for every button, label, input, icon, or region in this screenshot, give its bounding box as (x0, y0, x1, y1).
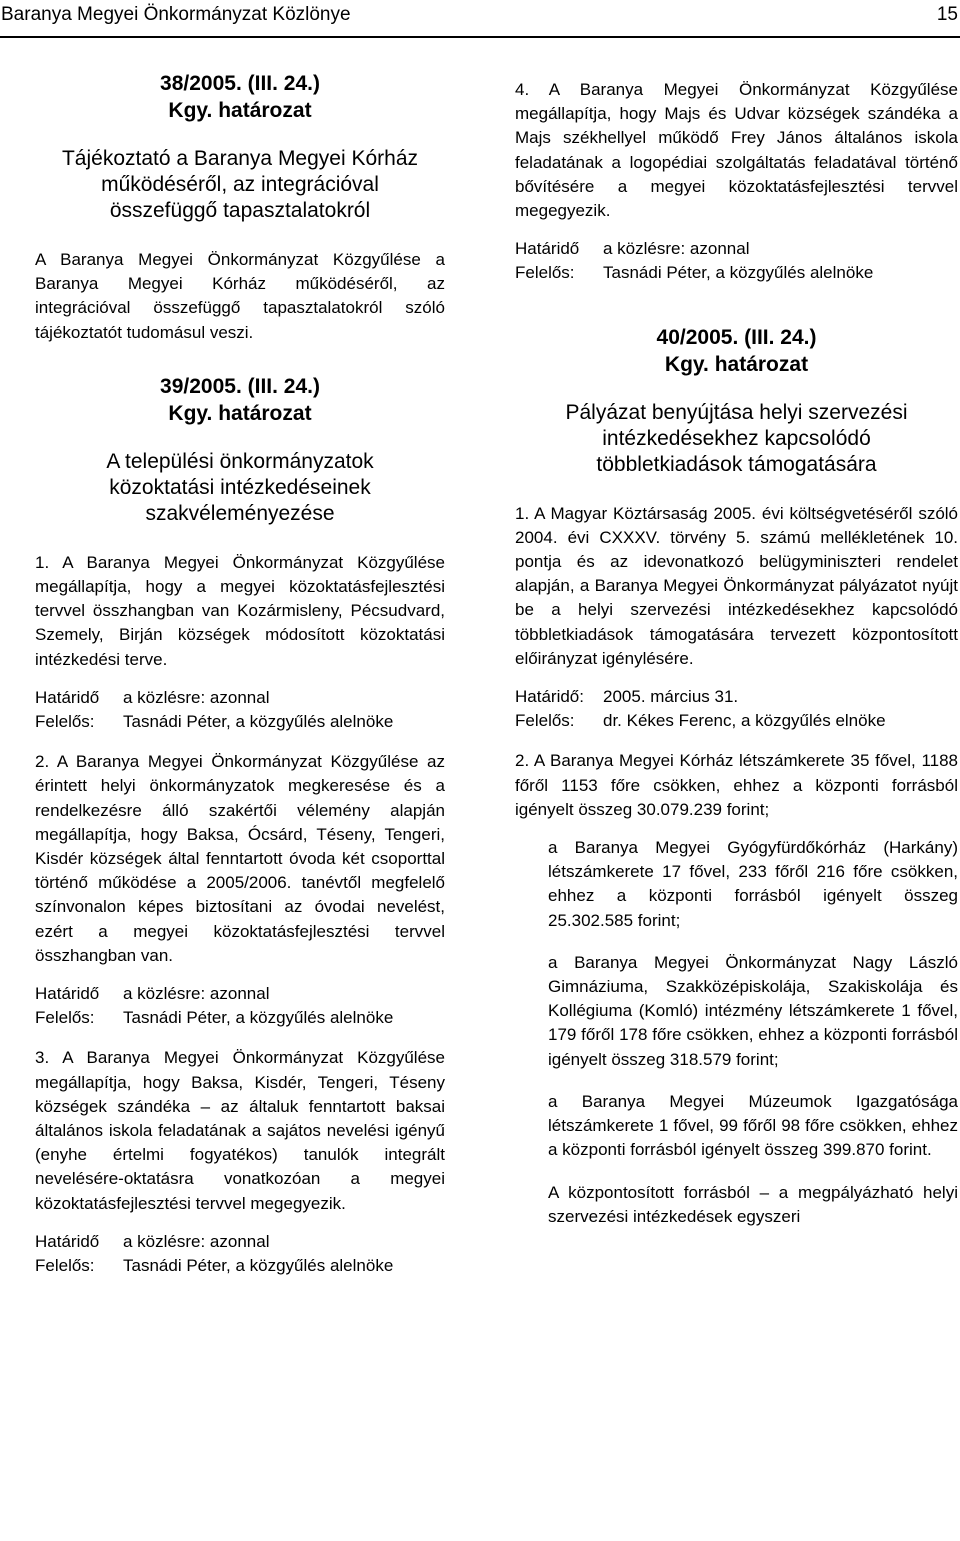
resolution-title-line: Tájékoztató a Baranya Megyei Kórház (61, 147, 419, 170)
deadline-block (35, 982, 445, 1030)
deadline-label: Határidő (35, 984, 100, 1004)
responsible-value: Tasnádi Péter, a közgyűlés alelnöke (123, 712, 394, 732)
resolution-title-line: intézkedésekhez kapcsolódó (602, 426, 871, 450)
item-text: 2. A Baranya Megyei Önkormányzat Közgyűlése az érintett helyi önkormányzatok megkeresése és a rendelkezésre álló szakértői vélemény alapján megállapítja, hogy Baksa, Ócsárd, Téseny, Tengeri, Kisdér községek által fenntartott óvoda két csoporttal történő működése a 2005/2006. tanévtől megfelelő színvonalon képes biztosítani az óvodai nevelést, ezért a megyei közoktatásfejlesztési tervvel összhangban van. (35, 752, 445, 965)
page-number: 15 (936, 4, 958, 25)
institution-paragraph: a Baranya Megyei Gyógyfürdőkórház (Harkány) létszámkerete 17 fővel, 233 főről 216 főre csökken, ehhez a központi forrásból igényelt összeg 25.302.585 forint; (548, 838, 958, 930)
deadline-block (515, 237, 958, 285)
resolution-number: 40/2005. (III. 24.) (656, 325, 817, 349)
resolution-39 (35, 373, 445, 1278)
resolution-title-line: Pályázat benyújtása helyi szervezési (565, 400, 908, 424)
resolution-kind: Kgy. határozat (168, 401, 312, 425)
responsible-value: Tasnádi Péter, a közgyűlés alelnöke (123, 1008, 394, 1028)
right-column (515, 78, 958, 1247)
resolution-item (515, 502, 958, 671)
deadline-label: Határidő (35, 1231, 100, 1251)
deadline-label: Határidő (35, 687, 100, 707)
resolution-title-line: A települési önkormányzatok (106, 449, 374, 473)
resolution-title (35, 146, 445, 224)
resolution-body: A Baranya Megyei Önkormányzat Közgyűlése a Baranya Megyei Kórház működéséről, az integrációval összefüggő tapasztalatokról szóló tájékoztatót tudomásul veszi. (35, 250, 445, 342)
resolution-title-line: többletkiadások támogatására (596, 452, 877, 476)
resolution-38 (35, 70, 445, 345)
deadline-value: a közlésre: azonnal (123, 687, 270, 707)
resolution-number: 38/2005. (III. 24.) (160, 72, 320, 95)
institution-list (515, 836, 958, 1229)
responsible-label: Felelős: (35, 712, 95, 732)
institution-paragraph: A központosított forrásból – a megpályázható helyi szervezési intézkedések egyszeri (548, 1182, 958, 1226)
deadline-value: a közlésre: azonnal (123, 1231, 270, 1251)
resolution-item (515, 749, 958, 822)
deadline-block (35, 1230, 445, 1278)
responsible-label: Felelős: (515, 711, 575, 731)
responsible-value: Tasnádi Péter, a közgyűlés alelnöke (603, 263, 874, 283)
responsible-value: dr. Kékes Ferenc, a közgyűlés elnöke (603, 711, 886, 731)
resolution-40 (515, 324, 958, 1229)
responsible-value: Tasnádi Péter, a közgyűlés alelnöke (123, 1256, 394, 1276)
item-text: 4. A Baranya Megyei Önkormányzat Közgyűlése megállapítja, hogy Majs és Udvar községek szándéka a Majs székhellyel működő Frey János általános iskola feladatának a logopédiai szolgáltatás feladatával történő bővítésére a megyei közoktatásfejlesztési tervvel megegyezik. (515, 80, 958, 221)
institution-paragraph: a Baranya Megyei Önkormányzat Nagy László Gimnáziuma, Szakközépiskolája, Szakiskolája és Kollégiuma (Komló) intézmény létszámkerete 1 fővel, 179 főről 178 főre csökken, ehhez a központi forrásból igényelt összeg 318.579 forint; (548, 952, 958, 1069)
resolution-title (35, 449, 445, 527)
deadline-value: a közlésre: azonnal (123, 984, 270, 1004)
resolution-item (35, 551, 445, 672)
deadline-block (35, 686, 445, 734)
resolution-kind: Kgy. határozat (664, 352, 809, 376)
resolution-title-line: működéséről, az integrációval (101, 173, 379, 196)
resolution-kind: Kgy. határozat (168, 99, 312, 122)
deadline-value: 2005. március 31. (603, 687, 739, 707)
resolution-number: 39/2005. (III. 24.) (160, 374, 320, 398)
item-text: 3. A Baranya Megyei Önkormányzat Közgyűlése megállapítja, hogy Baksa, Kisdér, Tengeri, Téseny községek szándéka – az általuk fenntartott baksai általános iskola feladatának a sajátos nevelési igényű (enyhe értelmi fogyatékos) tanulók integrált nevelésére-oktatásra vonatkozóan a megyei közoktatásfejlesztési tervvel megegyezik. (35, 1048, 445, 1213)
deadline-block (515, 685, 958, 733)
deadline-label: Határidő (515, 239, 580, 259)
resolution-item (515, 78, 958, 223)
resolution-title (515, 400, 958, 478)
resolution-title-line: szakvéleményezése (145, 501, 335, 525)
deadline-value: a közlésre: azonnal (603, 239, 750, 259)
item-text: 1. A Magyar Köztársaság 2005. évi költségvetéséről szóló 2004. évi CXXXV. törvény 5. számú mellékletének 10. pontja és az idevonatkozó belügyminiszteri rendelet alapján, a Baranya Megyei Önkormányzat pályázatot nyújt be a helyi szervezési intézkedésekhez kapcsolódó többletkiadások támogatására tervezett központosított előirányzat igénylésére. (515, 503, 958, 668)
resolution-title-line: összefüggő tapasztalatokról (109, 199, 371, 222)
resolution-title-line: közoktatási intézkedéseinek (109, 475, 371, 499)
deadline-label: Határidő: (515, 687, 584, 707)
page-header (0, 0, 960, 38)
resolution-item (35, 750, 445, 968)
item-text: 1. A Baranya Megyei Önkormányzat Közgyűlése megállapítja, hogy a megyei közoktatásfejlesztési tervvel összhangban van Kozármisleny, Pécsudvard, Szemely, Birján községek módosított közoktatási intézkedési terve. (35, 552, 445, 669)
left-column (35, 70, 445, 1294)
responsible-label: Felelős: (515, 263, 575, 283)
item-text: 2. A Baranya Megyei Kórház létszámkerete 35 fővel, 1188 főről 1153 főre csökken, ehhez a központi forrásból igényelt összeg 30.079.239 forint; (515, 751, 958, 819)
responsible-label: Felelős: (35, 1008, 95, 1028)
responsible-label: Felelős: (35, 1256, 95, 1276)
resolution-item (35, 1046, 445, 1215)
institution-paragraph: a Baranya Megyei Múzeumok Igazgatósága létszámkerete 1 fővel, 99 főről 98 főre csökken, ehhez a központi forrásból igényelt összeg 399.870 forint. (548, 1091, 958, 1160)
publication-title: Baranya Megyei Önkormányzat Közlönye (1, 4, 351, 25)
